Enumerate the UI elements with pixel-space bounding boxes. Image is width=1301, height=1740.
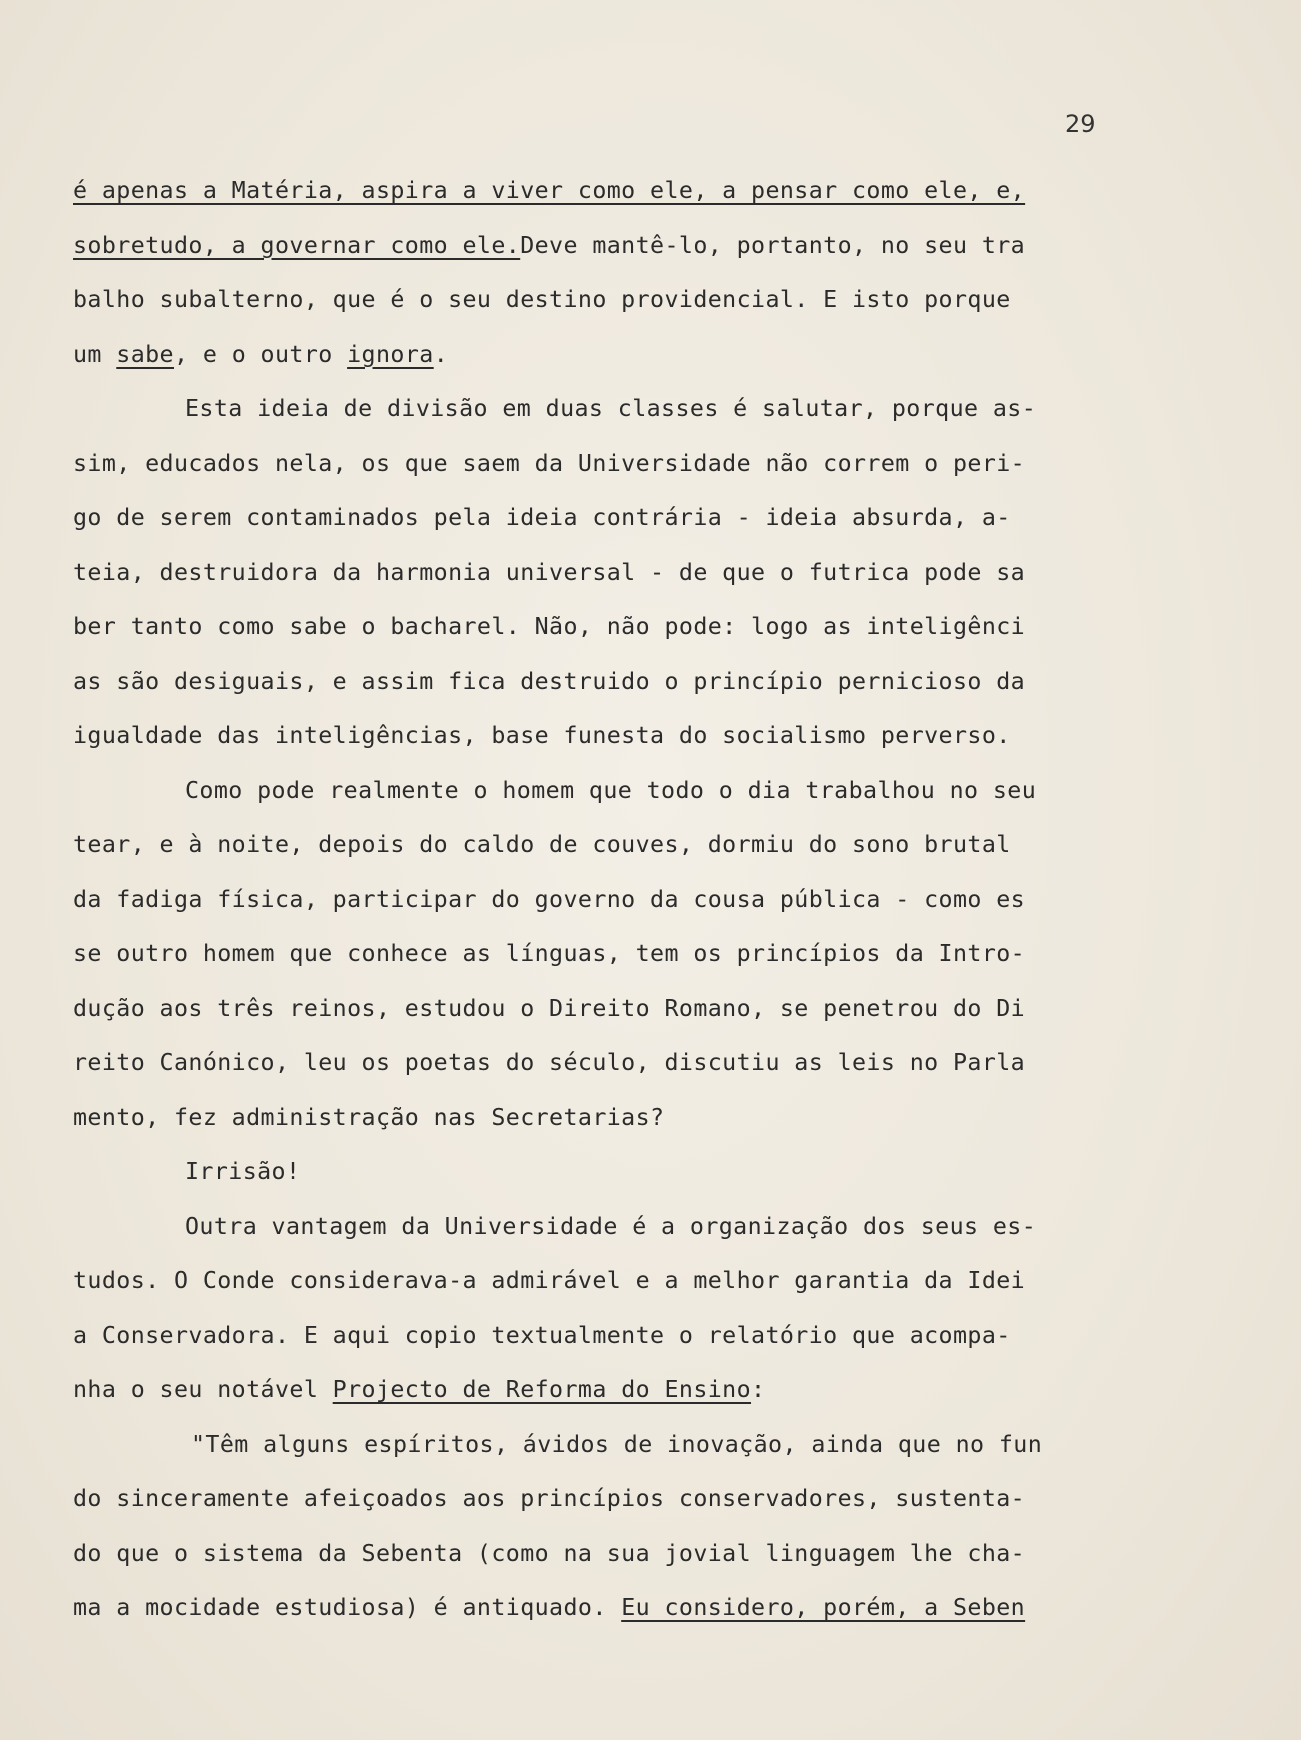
text-line [73, 1036, 1118, 1091]
text-line [73, 273, 1118, 328]
text-segment: Como pode realmente o homem que todo o dia trabalhou no seu [185, 776, 1037, 804]
text-line [73, 1418, 1118, 1473]
text-line [73, 1527, 1118, 1582]
text-segment: da fadiga física, participar do governo da cousa pública - como es [73, 885, 1026, 913]
text-line [73, 491, 1118, 546]
text-segment: Irrisão! [185, 1158, 301, 1185]
text-segment: ma a mocidade estudiosa) é antiquado. [73, 1594, 622, 1621]
text-segment: go de serem contaminados pela ideia contrária - ideia absurda, a- [73, 504, 1011, 531]
underlined-text: Projecto de Reforma do Ensino [332, 1376, 752, 1403]
text-line [73, 219, 1118, 274]
text-segment: ber tanto como sabe o bacharel. Não, não pode: logo as inteligênci [73, 613, 1026, 640]
body-text [73, 164, 1118, 1636]
text-segment: . [433, 340, 449, 368]
text-segment: sim, educados nela, os que saem da Universidade não correm o peri- [73, 449, 1026, 477]
text-segment: reito Canónico, leu os poetas do século, discutiu as leis no Parla [73, 1049, 1026, 1076]
text-line [73, 1363, 1118, 1418]
text-segment: , e o outro [174, 340, 348, 368]
text-segment: do sinceramente afeiçoados aos princípios conservadores, sustenta- [73, 1485, 1026, 1512]
text-segment: um [73, 340, 117, 368]
text-line [73, 1091, 1118, 1146]
underlined-text: é apenas a Matéria, aspira a viver como ele, a pensar como ele, e, [73, 177, 1026, 204]
text-line [73, 1145, 1118, 1200]
text-segment: a Conservadora. E aqui copio textualmente o relatório que acompa- [73, 1321, 1011, 1349]
text-segment: as são desiguais, e assim fica destruido o princípio pernicioso da [73, 667, 1026, 695]
text-line [73, 382, 1118, 437]
text-line [73, 164, 1118, 219]
text-segment: se outro homem que conhece as línguas, tem os princípios da Intro- [73, 940, 1026, 967]
text-line [73, 818, 1118, 873]
text-segment: Deve mantê-lo, portanto, no seu tra [520, 231, 1026, 259]
page-number: 29 [1065, 110, 1096, 138]
underlined-text: Eu considero, porém, a Seben [621, 1594, 1026, 1621]
text-line [73, 1472, 1118, 1527]
underlined-text: sobretudo, a governar como ele. [73, 231, 521, 259]
text-segment: tear, e à noite, depois do caldo de couves, dormiu do sono brutal [73, 831, 1011, 858]
text-segment: do que o sistema da Sebenta (como na sua jovial linguagem lhe cha- [73, 1539, 1026, 1567]
text-line [73, 546, 1118, 601]
text-segment: : [751, 1376, 766, 1403]
text-segment: igualdade das inteligências, base funesta do socialismo perverso. [73, 722, 1011, 749]
underlined-text: ignora [347, 340, 434, 368]
text-line [73, 655, 1118, 710]
text-segment: mento, fez administração nas Secretarias? [73, 1103, 665, 1131]
text-line [73, 437, 1118, 492]
text-segment: Esta ideia de divisão em duas classes é salutar, porque as- [185, 395, 1037, 422]
text-segment: Outra vantagem da Universidade é a organização dos seus es- [185, 1212, 1037, 1240]
text-line [73, 764, 1118, 819]
text-line [73, 328, 1118, 383]
text-segment: balho subalterno, que é o seu destino providencial. E isto porque [73, 286, 1011, 313]
text-line [73, 1254, 1118, 1309]
text-line [73, 1309, 1118, 1364]
text-line [73, 873, 1118, 928]
text-line [73, 1581, 1118, 1636]
text-line [73, 982, 1118, 1037]
text-line [73, 1200, 1118, 1255]
text-line [73, 600, 1118, 655]
text-segment: teia, destruidora da harmonia universal - de que o futrica pode sa [73, 558, 1026, 586]
underlined-text: sabe [116, 340, 174, 368]
text-segment: nha o seu notável [73, 1376, 333, 1403]
text-line [73, 709, 1118, 764]
text-segment: dução aos três reinos, estudou o Direito Romano, se penetrou do Di [73, 994, 1026, 1022]
text-line [73, 927, 1118, 982]
text-segment: tudos. O Conde considerava-a admirável e a melhor garantia da Idei [73, 1267, 1026, 1294]
text-segment: "Têm alguns espíritos, ávidos de inovação, ainda que no fun [191, 1430, 1043, 1458]
